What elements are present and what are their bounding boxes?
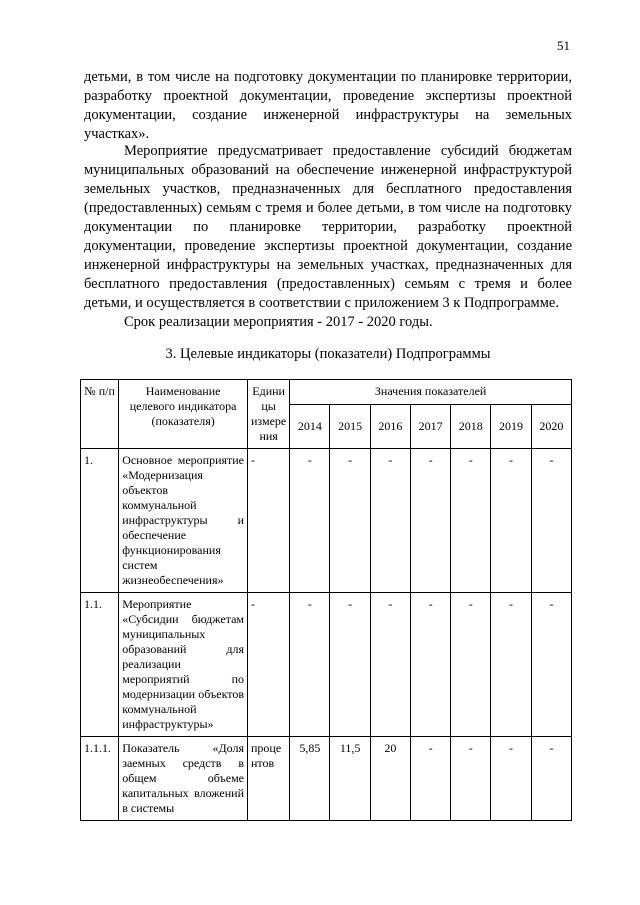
- row-value: -: [531, 593, 571, 737]
- paragraph-text: Мероприятие предусматривает предоставление субсидий бюджетам муниципальных образований на обеспечение инженерной инфраструктурой земельных участков, предназначенных для бесплатного предоставления (предоставленных) семьям с тремя и более детьми, в том числе на подготовку документации по планировке территории, разработку проектной документации, проведение экспертизы проектной документации, создание инженерной инфраструктуры на земельных участках, предназначенных для бесплатного предоставления (предоставленных) семьям с тремя и более детьми, и осуществляется в соответствии с приложением 3 к Подпрограмме.: [84, 143, 572, 311]
- indicators-table: [80, 379, 572, 821]
- header-num: № п/п: [81, 380, 119, 449]
- row-value: -: [330, 449, 370, 593]
- header-year: 2020: [531, 405, 571, 449]
- row-value: -: [491, 449, 531, 593]
- row-value: -: [290, 449, 330, 593]
- row-value: -: [491, 737, 531, 821]
- header-year: 2018: [451, 405, 491, 449]
- header-year: 2015: [330, 405, 370, 449]
- row-value: 20: [370, 737, 410, 821]
- paragraph-measure-description: [84, 142, 572, 313]
- table-row: [81, 737, 572, 821]
- row-value: -: [531, 737, 571, 821]
- header-name: Наименование целевого индикатора (показателя): [119, 380, 248, 449]
- paragraph-continuation: [84, 68, 572, 144]
- paragraph-text: Срок реализации мероприятия - 2017 - 2020 годы.: [124, 314, 433, 330]
- row-num: 1.1.: [81, 593, 119, 737]
- row-value: 5,85: [290, 737, 330, 821]
- row-unit: проце нтов: [248, 737, 290, 821]
- section-heading: 3. Целевые индикаторы (показатели) Подпрограммы: [165, 346, 491, 362]
- row-value: -: [451, 737, 491, 821]
- table-row: [81, 593, 572, 737]
- row-num: 1.1.1.: [81, 737, 119, 821]
- row-value: -: [531, 449, 571, 593]
- table-header-row: [81, 380, 572, 405]
- table-row: [81, 449, 572, 593]
- row-value: -: [451, 593, 491, 737]
- row-value: -: [410, 737, 450, 821]
- page-number: 51: [557, 38, 570, 53]
- row-unit: -: [248, 449, 290, 593]
- row-value: -: [330, 593, 370, 737]
- header-year: 2017: [410, 405, 450, 449]
- row-value: 11,5: [330, 737, 370, 821]
- row-value: -: [290, 593, 330, 737]
- row-unit: -: [248, 593, 290, 737]
- header-year: 2019: [491, 405, 531, 449]
- row-value: -: [370, 449, 410, 593]
- row-value: -: [410, 593, 450, 737]
- row-name: Показатель «Доля заемных средств в общем объеме капитальных вложений в системы: [119, 737, 248, 821]
- paragraph-implementation-period: [84, 313, 572, 332]
- row-value: -: [370, 593, 410, 737]
- row-num: 1.: [81, 449, 119, 593]
- header-year: 2016: [370, 405, 410, 449]
- row-value: -: [491, 593, 531, 737]
- row-name: Основное мероприятие «Модернизация объектов коммунальной инфраструктуры и обеспечение функционирования систем жизнеобеспечения»: [119, 449, 248, 593]
- row-name: Мероприятие «Субсидии бюджетам муниципальных образований для реализации мероприятий по модернизации объектов коммунальной инфраструктуры»: [119, 593, 248, 737]
- header-unit: Едини цы измере ния: [248, 380, 290, 449]
- header-year: 2014: [290, 405, 330, 449]
- paragraph-text: детьми, в том числе на подготовку документации по планировке территории, разработку проектной документации, проведение экспертизы проектной документации, создание инженерной инфраструктуры на земельных участках».: [84, 69, 572, 142]
- row-value: -: [451, 449, 491, 593]
- row-value: -: [410, 449, 450, 593]
- header-values: Значения показателей: [290, 380, 572, 405]
